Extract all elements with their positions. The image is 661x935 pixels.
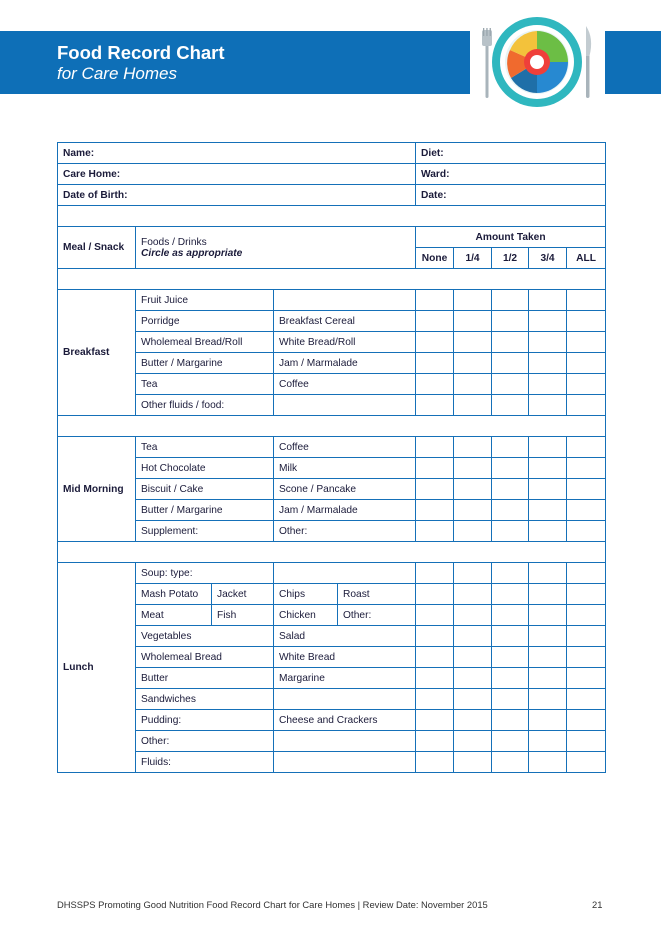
spacer-row: [58, 206, 606, 227]
amount-cell[interactable]: [492, 458, 529, 479]
amount-cell[interactable]: [454, 647, 492, 668]
amount-cell[interactable]: [529, 479, 567, 500]
amount-cell[interactable]: [567, 647, 606, 668]
amount-cell[interactable]: [454, 626, 492, 647]
amount-cell[interactable]: [567, 605, 606, 626]
food-item[interactable]: Coffee: [274, 374, 416, 395]
food-item[interactable]: [274, 689, 416, 710]
food-item[interactable]: Meat: [136, 605, 212, 626]
amount-cell[interactable]: [567, 521, 606, 542]
lunch-row: [58, 689, 606, 710]
amount-cell[interactable]: [492, 332, 529, 353]
ward-field[interactable]: Ward:: [416, 164, 606, 185]
amount-cell[interactable]: [567, 752, 606, 773]
page-subtitle: for Care Homes: [57, 64, 177, 83]
amount-cell[interactable]: [529, 710, 567, 731]
amount-cell[interactable]: [416, 332, 454, 353]
food-item[interactable]: Other:: [136, 731, 274, 752]
amount-cell[interactable]: [567, 563, 606, 584]
amount-cell[interactable]: [454, 752, 492, 773]
food-item[interactable]: Sandwiches: [136, 689, 274, 710]
foods-drinks-label: Foods / Drinks: [141, 236, 207, 248]
amount-cell[interactable]: [416, 752, 454, 773]
amount-cell[interactable]: [492, 605, 529, 626]
amount-cell[interactable]: [567, 689, 606, 710]
food-item[interactable]: Fruit Juice: [136, 290, 274, 311]
food-item[interactable]: Fish: [212, 605, 274, 626]
lunch-row: [58, 605, 606, 626]
amount-cell[interactable]: [529, 605, 567, 626]
amount-cell[interactable]: [567, 332, 606, 353]
lunch-row: [58, 668, 606, 689]
eatwell-plate-logo: [470, 14, 605, 110]
food-item[interactable]: Jam / Marmalade: [274, 500, 416, 521]
breakfast-row: [58, 311, 606, 332]
breakfast-row: [58, 332, 606, 353]
food-item[interactable]: Pudding:: [136, 710, 274, 731]
amount-cell[interactable]: [416, 731, 454, 752]
food-item[interactable]: White Bread/Roll: [274, 332, 416, 353]
food-item[interactable]: Chicken: [274, 605, 338, 626]
food-item[interactable]: Butter / Margarine: [136, 353, 274, 374]
mid-morning-row: [58, 437, 606, 458]
amount-cell[interactable]: [454, 437, 492, 458]
amount-cell[interactable]: [416, 311, 454, 332]
lunch-row: [58, 731, 606, 752]
breakfast-row: [58, 353, 606, 374]
amount-cell[interactable]: [416, 458, 454, 479]
food-item[interactable]: Tea: [136, 437, 274, 458]
amount-cell[interactable]: [454, 584, 492, 605]
food-item[interactable]: [274, 731, 416, 752]
amount-cell[interactable]: [529, 500, 567, 521]
amount-cell[interactable]: [492, 290, 529, 311]
breakfast-row: [58, 395, 606, 416]
mid-morning-row: [58, 500, 606, 521]
food-item[interactable]: Other fluids / food:: [136, 395, 274, 416]
amount-cell[interactable]: [416, 290, 454, 311]
lunch-label: Lunch: [58, 563, 136, 773]
amount-cell[interactable]: [416, 521, 454, 542]
food-item[interactable]: Fluids:: [136, 752, 274, 773]
amount-cell[interactable]: [529, 353, 567, 374]
amount-cell[interactable]: [529, 731, 567, 752]
food-item[interactable]: Vegetables: [136, 626, 274, 647]
amount-cell[interactable]: [416, 374, 454, 395]
food-item[interactable]: Scone / Pancake: [274, 479, 416, 500]
amount-cell[interactable]: [492, 563, 529, 584]
amount-cell[interactable]: [454, 311, 492, 332]
food-item[interactable]: Jacket: [212, 584, 274, 605]
amount-cell[interactable]: [529, 458, 567, 479]
amount-cell[interactable]: [567, 626, 606, 647]
food-item[interactable]: Supplement:: [136, 521, 274, 542]
amount-cell[interactable]: [529, 563, 567, 584]
amount-cell[interactable]: [416, 584, 454, 605]
footer-text: DHSSPS Promoting Good Nutrition Food Record Chart for Care Homes | Review Date: November 2015: [57, 899, 488, 910]
amount-cell[interactable]: [492, 479, 529, 500]
amount-cell[interactable]: [529, 521, 567, 542]
amount-cell[interactable]: [454, 353, 492, 374]
amount-cell[interactable]: [416, 500, 454, 521]
amount-cell[interactable]: [529, 752, 567, 773]
food-item[interactable]: Porridge: [136, 311, 274, 332]
amount-quarter-header: 1/4: [454, 248, 492, 269]
spacer-row: [58, 542, 606, 563]
food-item[interactable]: Roast: [338, 584, 416, 605]
food-item[interactable]: Other:: [338, 605, 416, 626]
food-item[interactable]: White Bread: [274, 647, 416, 668]
amount-cell[interactable]: [454, 500, 492, 521]
foods-drinks-header: [136, 227, 416, 269]
amount-cell[interactable]: [492, 647, 529, 668]
amount-cell[interactable]: [454, 374, 492, 395]
amount-cell[interactable]: [529, 584, 567, 605]
food-item[interactable]: Salad: [274, 626, 416, 647]
breakfast-row: [58, 374, 606, 395]
amount-cell[interactable]: [529, 626, 567, 647]
amount-cell[interactable]: [416, 437, 454, 458]
food-item[interactable]: Butter: [136, 668, 274, 689]
amount-three-quarter-header: 3/4: [529, 248, 567, 269]
amount-cell[interactable]: [492, 731, 529, 752]
food-item[interactable]: [274, 563, 416, 584]
spacer-row: [58, 416, 606, 437]
mid-morning-row: [58, 479, 606, 500]
food-item[interactable]: Wholemeal Bread/Roll: [136, 332, 274, 353]
food-item[interactable]: Chips: [274, 584, 338, 605]
amount-cell[interactable]: [454, 479, 492, 500]
amount-cell[interactable]: [454, 689, 492, 710]
lunch-row: [58, 563, 606, 584]
amount-cell[interactable]: [567, 353, 606, 374]
amount-all-header: ALL: [567, 248, 606, 269]
amount-cell[interactable]: [567, 668, 606, 689]
amount-cell[interactable]: [529, 689, 567, 710]
lunch-row: [58, 710, 606, 731]
amount-cell[interactable]: [492, 374, 529, 395]
food-item[interactable]: Soup: type:: [136, 563, 274, 584]
amount-cell[interactable]: [492, 689, 529, 710]
knife-icon: [586, 26, 591, 98]
circle-note: Circle as appropriate: [141, 247, 243, 259]
amount-cell[interactable]: [492, 626, 529, 647]
amount-cell[interactable]: [454, 395, 492, 416]
food-item[interactable]: Biscuit / Cake: [136, 479, 274, 500]
amount-cell[interactable]: [567, 437, 606, 458]
amount-cell[interactable]: [454, 731, 492, 752]
amount-cell[interactable]: [567, 479, 606, 500]
food-item[interactable]: Tea: [136, 374, 274, 395]
care-home-row: [58, 164, 606, 185]
amount-cell[interactable]: [529, 395, 567, 416]
food-item[interactable]: [274, 395, 416, 416]
amount-cell[interactable]: [416, 395, 454, 416]
page-number: 21: [592, 899, 603, 910]
amount-cell[interactable]: [416, 605, 454, 626]
amount-cell[interactable]: [529, 437, 567, 458]
amount-taken-header: Amount Taken: [416, 227, 606, 248]
fork-icon: [482, 28, 492, 98]
dob-row: [58, 185, 606, 206]
amount-cell[interactable]: [454, 710, 492, 731]
amount-cell[interactable]: [567, 374, 606, 395]
breakfast-label: Breakfast: [58, 290, 136, 416]
lunch-row: [58, 647, 606, 668]
meal-snack-header: Meal / Snack: [58, 227, 136, 269]
amount-cell[interactable]: [492, 710, 529, 731]
amount-cell[interactable]: [416, 626, 454, 647]
amount-cell[interactable]: [416, 353, 454, 374]
amount-cell[interactable]: [416, 479, 454, 500]
amount-cell[interactable]: [567, 500, 606, 521]
lunch-row: [58, 626, 606, 647]
name-field[interactable]: Name:: [58, 143, 416, 164]
name-row: [58, 143, 606, 164]
amount-cell[interactable]: [567, 458, 606, 479]
amount-none-header: None: [416, 248, 454, 269]
amount-cell[interactable]: [529, 332, 567, 353]
amount-cell[interactable]: [492, 752, 529, 773]
amount-cell[interactable]: [492, 311, 529, 332]
food-item[interactable]: Milk: [274, 458, 416, 479]
amount-half-header: 1/2: [492, 248, 529, 269]
amount-cell[interactable]: [529, 668, 567, 689]
food-item[interactable]: Wholemeal Bread: [136, 647, 274, 668]
food-item[interactable]: Other:: [274, 521, 416, 542]
food-item[interactable]: Butter / Margarine: [136, 500, 274, 521]
amount-cell[interactable]: [454, 563, 492, 584]
amount-cell[interactable]: [492, 521, 529, 542]
breakfast-row: [58, 290, 606, 311]
amount-cell[interactable]: [416, 710, 454, 731]
mid-morning-label: Mid Morning: [58, 437, 136, 542]
amount-cell[interactable]: [416, 689, 454, 710]
mid-morning-row: [58, 521, 606, 542]
date-field[interactable]: Date:: [416, 185, 606, 206]
food-record-table: [57, 142, 606, 773]
date-of-birth-field[interactable]: Date of Birth:: [58, 185, 416, 206]
food-item[interactable]: Cheese and Crackers: [274, 710, 416, 731]
food-item[interactable]: Jam / Marmalade: [274, 353, 416, 374]
lunch-row: [58, 752, 606, 773]
amount-cell[interactable]: [492, 353, 529, 374]
amount-cell[interactable]: [454, 668, 492, 689]
page-title: Food Record Chart: [57, 42, 225, 63]
amount-cell[interactable]: [492, 668, 529, 689]
amount-cell[interactable]: [529, 647, 567, 668]
diet-field[interactable]: Diet:: [416, 143, 606, 164]
amount-cell[interactable]: [492, 500, 529, 521]
amount-cell[interactable]: [567, 311, 606, 332]
amount-cell[interactable]: [454, 290, 492, 311]
amount-cell[interactable]: [567, 731, 606, 752]
amount-cell[interactable]: [416, 647, 454, 668]
spacer-row: [58, 269, 606, 290]
column-header-row: [58, 227, 606, 248]
amount-cell[interactable]: [416, 563, 454, 584]
amount-cell[interactable]: [567, 710, 606, 731]
amount-cell[interactable]: [529, 290, 567, 311]
food-item[interactable]: Coffee: [274, 437, 416, 458]
amount-cell[interactable]: [492, 395, 529, 416]
food-item[interactable]: [274, 290, 416, 311]
amount-cell[interactable]: [416, 668, 454, 689]
food-item[interactable]: Mash Potato: [136, 584, 212, 605]
food-item[interactable]: [274, 752, 416, 773]
amount-cell[interactable]: [567, 584, 606, 605]
amount-cell[interactable]: [492, 437, 529, 458]
amount-cell[interactable]: [454, 605, 492, 626]
care-home-field[interactable]: Care Home:: [58, 164, 416, 185]
lunch-row: [58, 584, 606, 605]
amount-cell[interactable]: [567, 395, 606, 416]
food-item[interactable]: Hot Chocolate: [136, 458, 274, 479]
mid-morning-row: [58, 458, 606, 479]
amount-cell[interactable]: [454, 332, 492, 353]
amount-cell[interactable]: [567, 290, 606, 311]
amount-cell[interactable]: [454, 458, 492, 479]
food-item[interactable]: Breakfast Cereal: [274, 311, 416, 332]
amount-cell[interactable]: [492, 584, 529, 605]
food-item[interactable]: Margarine: [274, 668, 416, 689]
amount-cell[interactable]: [529, 374, 567, 395]
amount-cell[interactable]: [454, 521, 492, 542]
amount-cell[interactable]: [529, 311, 567, 332]
